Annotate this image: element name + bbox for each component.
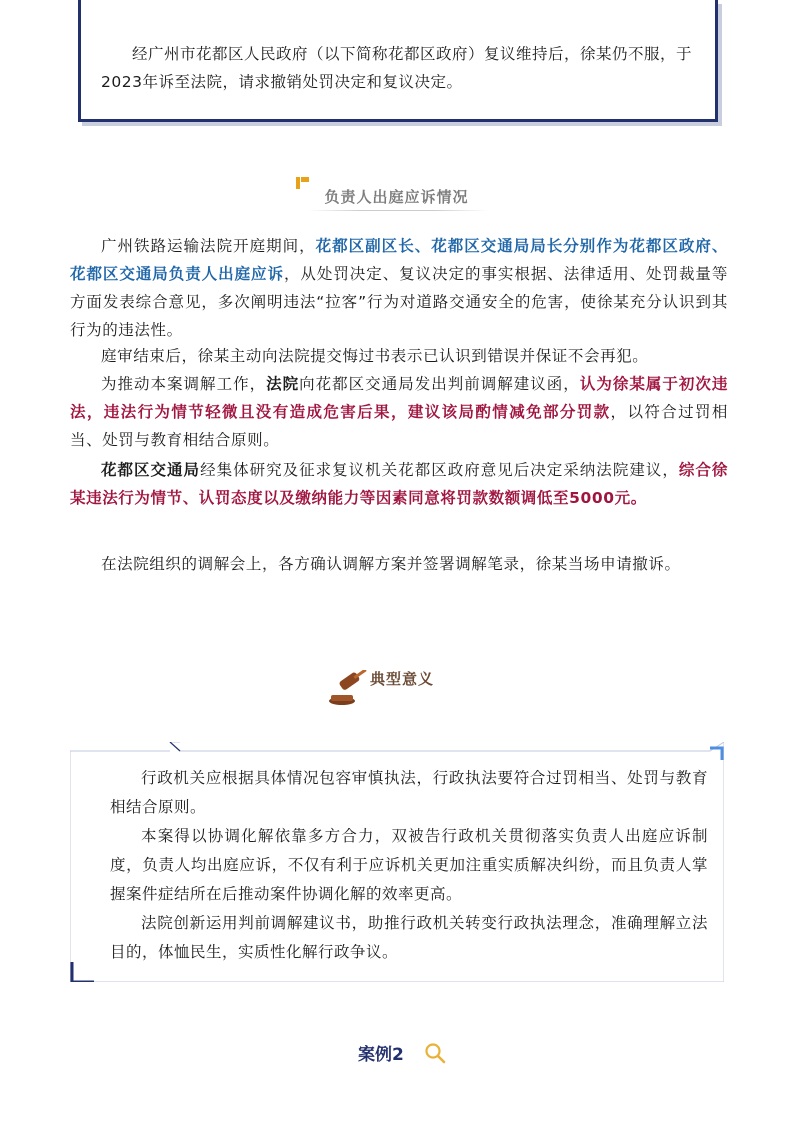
significance-box <box>70 742 724 982</box>
section-title: 负责人出庭应诉情况 <box>324 188 469 206</box>
text-run: 广州铁路运输法院开庭期间， <box>101 237 316 255</box>
bold-text: 花都区交通局 <box>101 461 201 479</box>
paragraph-4 <box>70 456 728 512</box>
paragraph-5: 在法院组织的调解会上，各方确认调解方案并签署调解笔录，徐某当场申请撤诉。 <box>101 555 681 573</box>
text-run: 向花都区交通局发出判前调解建议函， <box>299 375 580 393</box>
section-header-appearance <box>0 186 793 207</box>
highlight-red-text: 认为徐某属于初次违法，违法行为情节轻微且没有造成危害后果，建议该局酌情减免部分罚款 <box>70 375 729 421</box>
paragraph-3 <box>70 370 728 454</box>
flag-icon <box>296 177 310 189</box>
paragraph-1 <box>70 232 728 344</box>
significance-paragraph-2: 本案得以协调化解依靠多方合力，双被告行政机关贯彻落实负责人出庭应诉制度，负责人均出庭应诉，不仅有利于应诉机关更加注重实质解决纠纷，而且负责人掌握案件症结所在后推动案件协调化解的效率更高。 <box>110 827 708 903</box>
bold-text: 法院 <box>266 375 300 393</box>
section-underline <box>308 210 488 211</box>
intro-paragraph: 经广州市花都区人民政府（以下简称花都区政府）复议维持后，徐某仍不服，于2023年诉至法院，请求撤销处罚决定和复议决定。 <box>101 45 693 91</box>
text-run: 经集体研究及征求复议机关花都区政府意见后决定采纳法院建议， <box>200 461 679 479</box>
significance-paragraph-3: 法院创新运用判前调解建议书，助推行政机关转变行政执法理念，准确理解立法目的，体恤民生，实质性化解行政争议。 <box>110 914 708 961</box>
text-run: ，以符合过罚相当、处罚与教育相结合原则。 <box>70 403 728 449</box>
intro-box <box>78 0 718 122</box>
highlight-red-text: 综合徐某违法行为情节、认罚态度以及缴纳能力等因素同意将罚款数额调低至5000元。 <box>70 461 728 507</box>
case-label: 案例2 <box>358 1045 404 1065</box>
text-run: ，从处罚决定、复议决定的事实根据、法律适用、处罚裁量等方面发表综合意见，多次阐明违法“拉客”行为对道路交通安全的危害，使徐某充分认识到其行为的违法性。 <box>70 265 728 339</box>
paragraph-2: 庭审结束后，徐某主动向法院提交悔过书表示已认识到错误并保证不会再犯。 <box>101 347 649 365</box>
section-title: 典型意义 <box>370 670 435 688</box>
text-run: 为推动本案调解工作， <box>101 375 267 393</box>
highlight-blue-text: 花都区副区长、花都区交通局局长分别作为花都区政府、花都区交通局负责人出庭应诉 <box>70 237 728 283</box>
magnifier-icon <box>424 1042 446 1064</box>
significance-paragraph-1: 行政机关应根据具体情况包容审慎执法，行政执法要符合过罚相当、处罚与教育相结合原则。 <box>110 769 708 816</box>
gavel-icon <box>326 670 370 706</box>
